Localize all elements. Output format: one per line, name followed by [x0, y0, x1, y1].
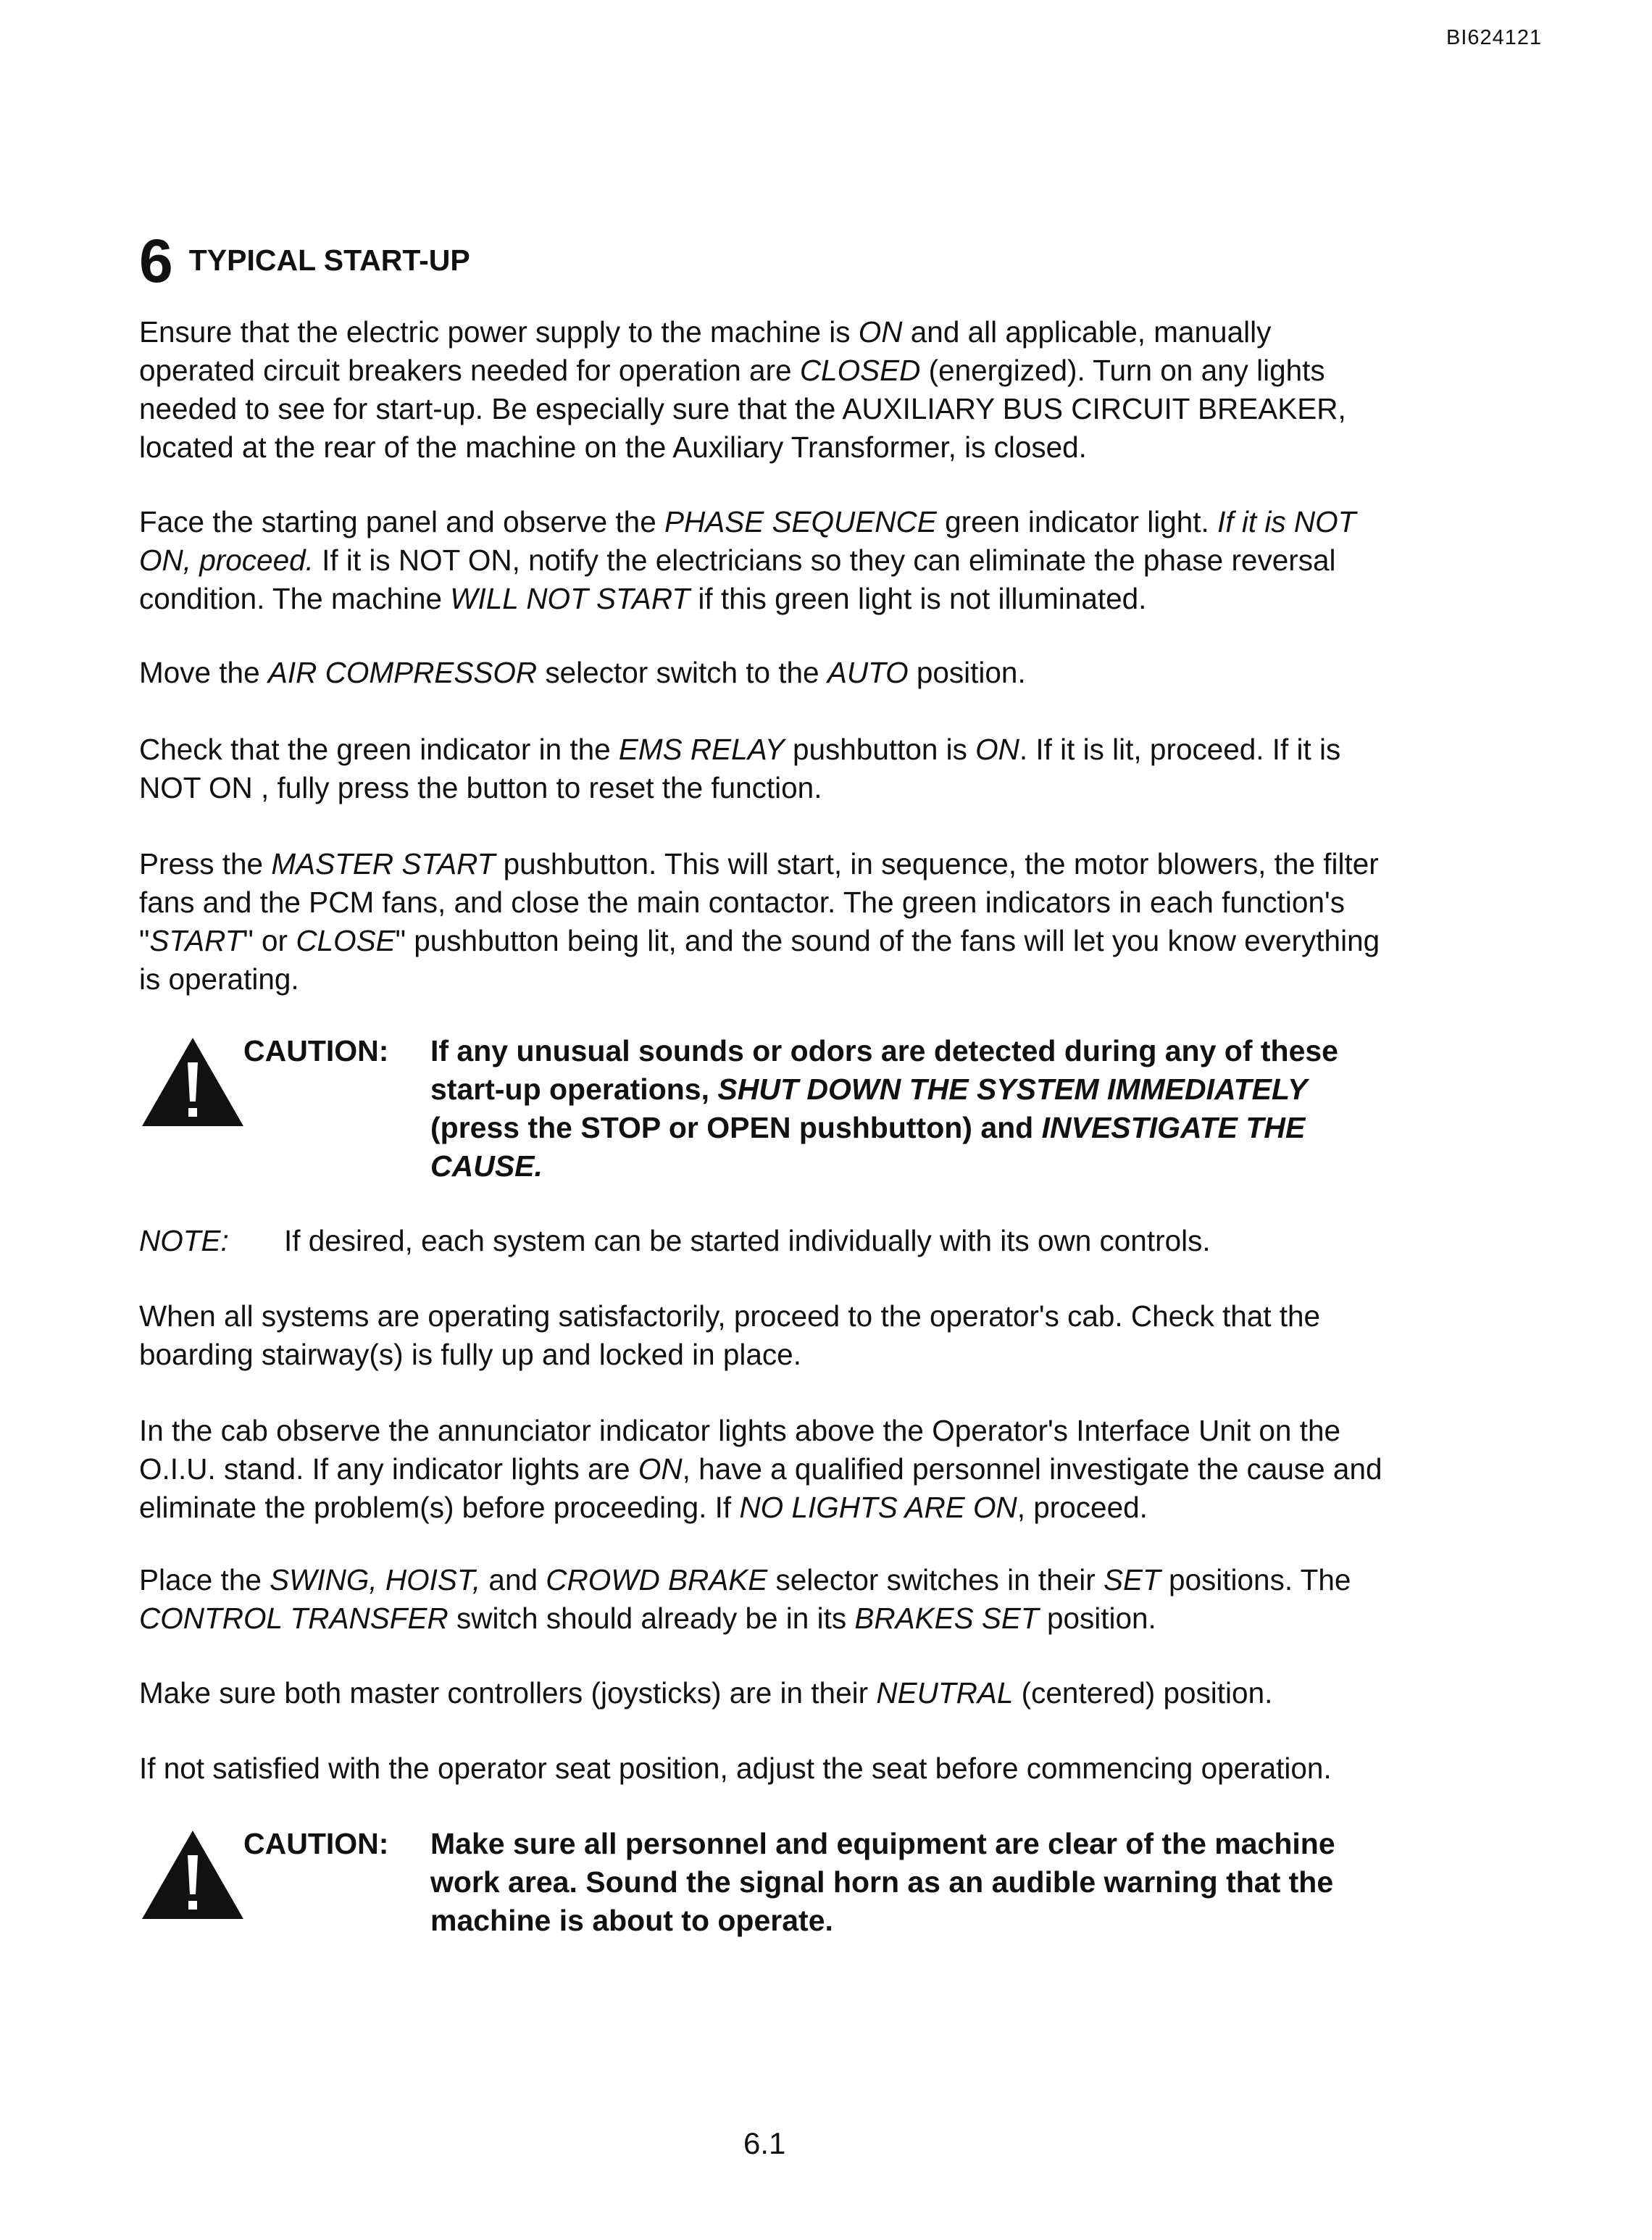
paragraph-phase-sequence: Face the starting panel and observe the PHASE SEQUENCE green indicator light. If it is NOT ON, proceed. If it is NOT ON, notify the electricians so they can eliminate the phase reversal condition. The machine WILL NOT START if this green light is not illuminated. — [139, 505, 1356, 615]
page-number: 6.1 — [743, 2126, 786, 2160]
note-label: NOTE: — [139, 1224, 229, 1257]
caution-text-clear-work-area: Make sure all personnel and equipment are clear of the machine work area. Sound the signal horn as an audible warning that the machine is about to operate. — [430, 1827, 1335, 1937]
caution-label: CAUTION: — [243, 1827, 389, 1860]
paragraph-brake-switches: Place the SWING, HOIST, and CROWD BRAKE selector switches in their SET positions. The CONTROL TRANSFER switch should already be in its BRAKES SET position. — [139, 1563, 1351, 1635]
section-number: 6 — [139, 227, 173, 295]
caution-text-unusual-sounds: If any unusual sounds or odors are detected during any of these start-up operations, SHUT DOWN THE SYSTEM IMMEDIATELY (press the STOP or OPEN pushbutton) and INVESTIGATE THE CAUSE. — [430, 1034, 1338, 1183]
paragraph-operator-seat: If not satisfied with the operator seat position, adjust the seat before commencing operation. — [139, 1752, 1332, 1785]
paragraph-power-supply: Ensure that the electric power supply to the machine is ON and all applicable, manually operated circuit breakers needed for operation are CLOSED (energized). Turn on any lights needed to see for start-up. Be especially sure that the AUXILIARY BUS CIRCUIT BREAKER, located at the rear of the machine on the Auxiliary Transformer, is closed. — [139, 315, 1346, 464]
paragraph-air-compressor: Move the AIR COMPRESSOR selector switch to the AUTO position. — [139, 656, 1026, 689]
paragraph-master-start: Press the MASTER START pushbutton. This will start, in sequence, the motor blowers, the filter fans and the PCM fans, and close the main contactor. The green indicators in each function's "START" or CLOSE" pushbutton being lit, and the sound of the fans will let you know everything is operating. — [139, 847, 1380, 996]
document-id: BI624121 — [1446, 26, 1543, 49]
caution-label: CAUTION: — [243, 1034, 389, 1067]
paragraph-operators-cab: When all systems are operating satisfactorily, proceed to the operator's cab. Check that the boarding stairway(s) is fully up and locked in place. — [139, 1299, 1321, 1371]
caution-warning-triangle-icon — [139, 1828, 246, 1922]
paragraph-ems-relay: Check that the green indicator in the EMS RELAY pushbutton is ON. If it is lit, proceed. If it is NOT ON , fully press the button to reset the function. — [139, 733, 1341, 804]
paragraph-annunciator-lights: In the cab observe the annunciator indicator lights above the Operator's Interface Unit on the O.I.U. stand. If any indicator lights are ON, have a qualified personnel investigate the cause and eliminate the problem(s) before proceeding. If NO LIGHTS ARE ON, proceed. — [139, 1414, 1382, 1524]
section-title: TYPICAL START-UP — [188, 243, 470, 277]
caution-warning-triangle-icon — [139, 1035, 246, 1129]
section-heading — [139, 227, 470, 295]
paragraph-master-controllers: Make sure both master controllers (joysticks) are in their NEUTRAL (centered) position. — [139, 1676, 1273, 1710]
note-text: If desired, each system can be started individually with its own controls. — [284, 1224, 1211, 1257]
